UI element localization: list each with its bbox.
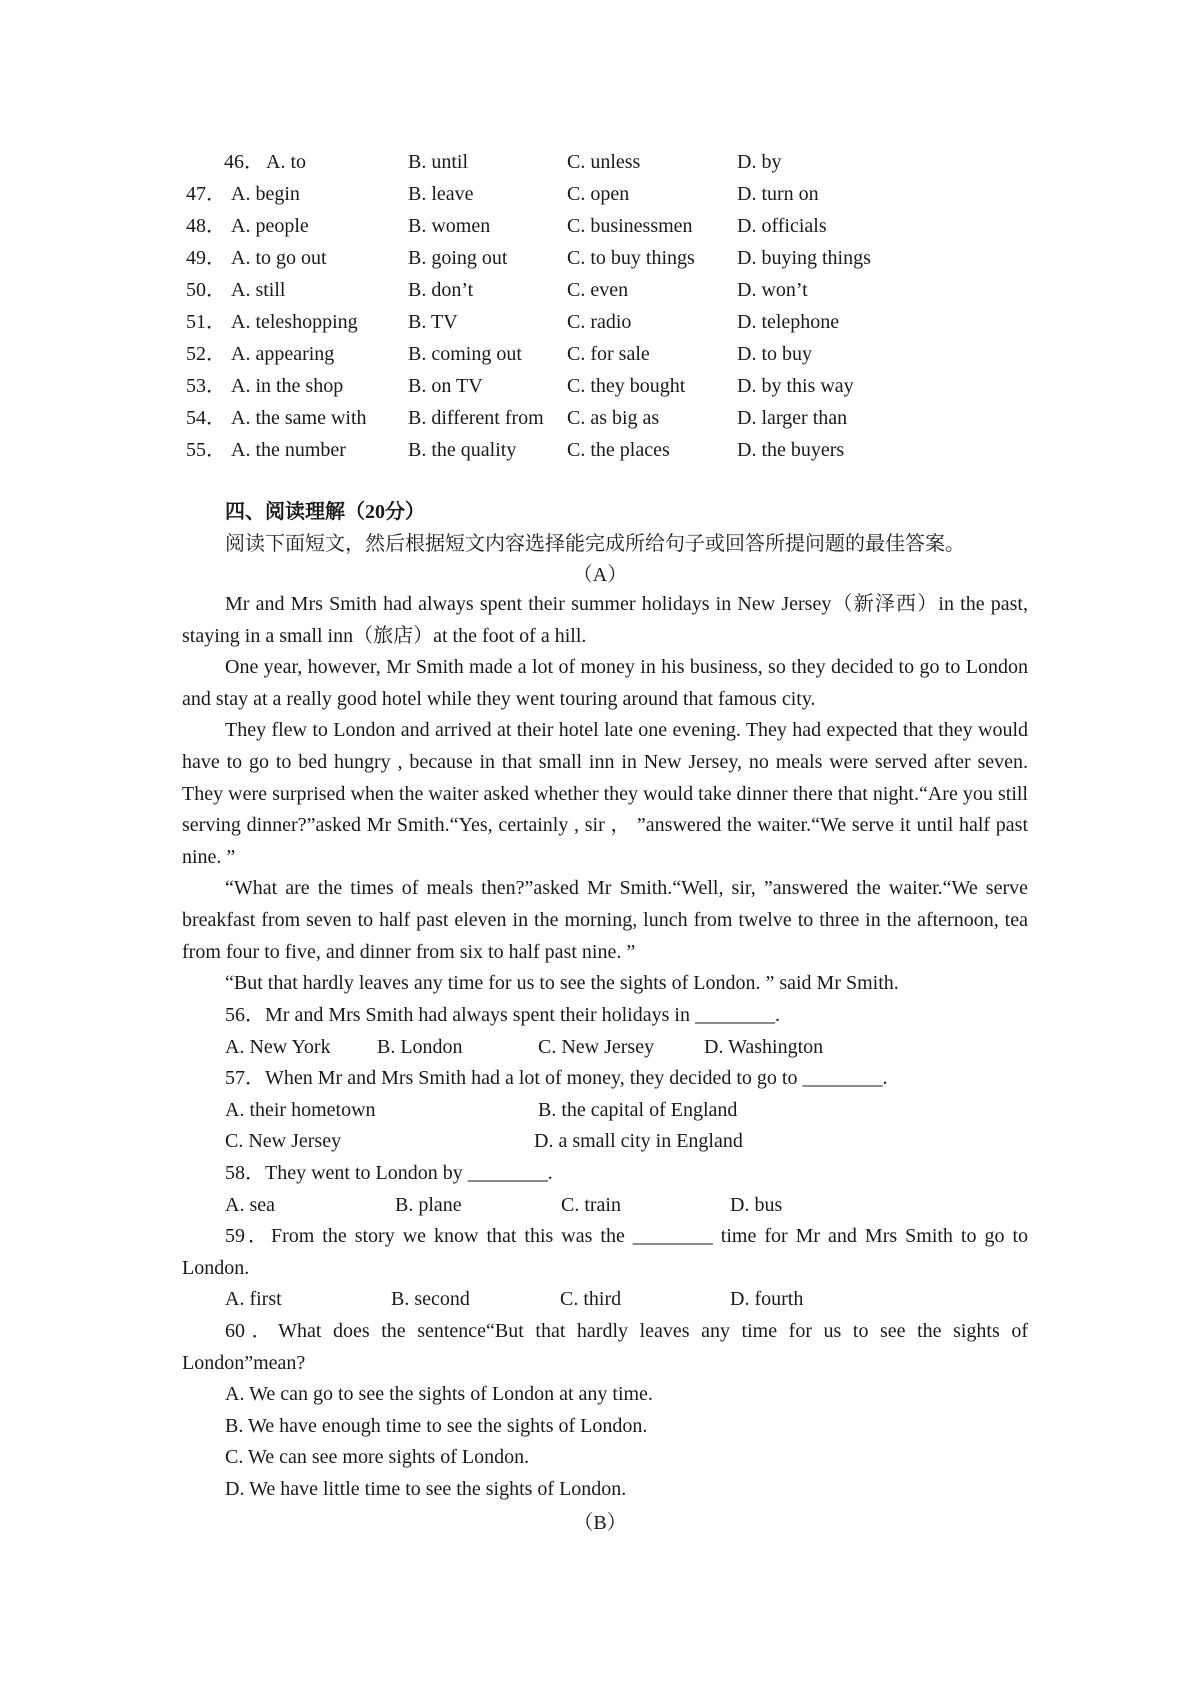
option-d: D. won’t [737,279,808,301]
question-number: 46． [224,151,264,173]
option-b: B. TV [408,311,458,333]
option-d: D. bus [730,1193,783,1216]
section-instruction: 阅读下面短文，然后根据短文内容选择能完成所给句子或回答所提问题的最佳答案。 [225,533,965,555]
question-58-options [182,1190,1028,1222]
question-number: 53． [186,375,226,397]
question-56: 56．Mr and Mrs Smith had always spent their holidays in ________. [225,1004,780,1026]
question-59-options [182,1284,1028,1316]
question-59: 59．From the story we know that this was the ________ time for Mr and Mrs Smith to go to London. [182,1225,1028,1279]
option-row [186,338,926,370]
passage-paragraph: One year, however, Mr Smith made a lot of money in his business, so they decided to go to London and stay at a really good hotel while they went touring around that famous city. [182,656,1028,710]
option-b: B. different from [408,407,544,429]
question-58: 58．They went to London by ________. [225,1161,553,1184]
passage-paragraph: Mr and Mrs Smith had always spent their summer holidays in New Jersey（新泽西）in the past, staying in a small inn（旅店）at the foot of a hill. [182,593,1028,647]
option-b: B. coming out [408,343,522,365]
option-d: D. larger than [737,407,848,429]
option-a: A. first [225,1288,282,1311]
question-number: 47． [186,183,226,205]
option-b: B. don’t [408,279,474,301]
question-number: 55． [186,439,226,461]
option-row [186,370,926,402]
option-b: B. the capital of England [538,1098,738,1121]
option-c: C. for sale [567,343,650,365]
option-d: D. telephone [737,311,840,333]
option-b: B. the quality [408,439,517,461]
option-b: B. on TV [408,375,483,397]
option-row [186,434,926,466]
option-c: C. businessmen [567,215,693,237]
option-a: A. appearing [231,343,335,365]
option-a: A. to [266,151,306,173]
option-b: B. We have enough time to see the sights of London. [225,1414,648,1437]
question-60: 60．What does the sentence“But that hardly leaves any time for us to see the sights of London”mean? [182,1319,1028,1374]
option-d: D. to buy [737,343,812,365]
option-a: A. begin [231,183,300,205]
option-a: A. the same with [231,407,367,429]
option-b: B. until [408,151,469,173]
question-number: 52． [186,343,226,365]
option-c: C. to buy things [567,247,695,269]
option-c: C. radio [567,311,632,333]
option-d: D. a small city in England [534,1130,743,1153]
option-c: C. New Jersey [225,1130,342,1153]
option-row [186,210,926,242]
option-a: A. New York [225,1035,331,1058]
option-b: B. going out [408,247,508,269]
option-c: C. train [561,1193,621,1216]
option-c: C. open [567,183,630,205]
option-a: A. teleshopping [231,311,358,333]
passage-paragraph: “But that hardly leaves any time for us to see the sights of London. ” said Mr Smith. [225,972,899,995]
question-number: 54． [186,407,226,429]
option-d: D. We have little time to see the sights of London. [225,1477,627,1500]
question-number: 50． [186,279,226,301]
option-a: A. sea [225,1193,275,1216]
question-57-options-cd [182,1126,1028,1158]
question-list [182,1000,1028,1506]
option-row [186,146,926,178]
question-number: 51． [186,311,226,333]
option-a: A. We can go to see the sights of London at any time. [225,1383,653,1406]
option-row [186,402,926,434]
option-c: C. as big as [567,407,660,429]
option-a: A. in the shop [231,375,344,397]
option-row [186,242,926,274]
option-d: D. fourth [730,1288,804,1311]
option-c: C. they bought [567,375,686,397]
passage-paragraph: They flew to London and arrived at their hotel late one evening. They had expected that they would have to go to bed hungry , because in that small inn in New Jersey, no meals were served after seven. They were surprised when the waiter asked whether they would take dinner there that night.“Are you still serving dinner?”asked Mr Smith.“Yes, certainly , sir ， ”answered the waiter.“We serve it until half past nine. ” [182,719,1028,868]
option-d: D. Washington [704,1035,824,1058]
option-c: C. even [567,279,629,301]
option-a: A. people [231,215,309,237]
option-c: C. third [560,1288,622,1311]
passage-label-a: （A） [572,564,628,586]
question-number: 48． [186,215,226,237]
option-c: C. We can see more sights of London. [225,1446,530,1469]
question-56-options [182,1032,1028,1064]
option-d: D. officials [737,215,827,237]
passage-paragraph: “What are the times of meals then?”asked Mr Smith.“Well, sir, ”answered the waiter.“We serve breakfast from seven to half past eleven in the morning, lunch from twelve to three in the afternoon, tea from four to five, and dinner from six to half past nine. ” [182,877,1028,963]
question-57: 57．When Mr and Mrs Smith had a lot of money, they decided to go to ________. [225,1067,888,1090]
option-a: A. the number [231,439,346,461]
option-b: B. second [391,1288,470,1311]
option-c: C. the places [567,439,670,461]
passage-label-b: （B） [573,1512,627,1534]
option-b: B. leave [408,183,474,205]
question-number: 49． [186,247,226,269]
option-c: C. unless [567,151,641,173]
option-a: A. their hometown [225,1098,376,1121]
option-a: A. to go out [231,247,327,269]
cloze-options-table [186,146,926,466]
section-title: 四、阅读理解（20分） [225,501,425,523]
option-b: B. plane [395,1193,462,1216]
option-b: B. London [377,1035,463,1058]
option-row [186,274,926,306]
option-d: D. buying things [737,247,871,269]
option-row [186,178,926,210]
reading-passage [182,589,1028,1000]
option-d: D. turn on [737,183,819,205]
option-c: C. New Jersey [538,1035,655,1058]
option-d: D. by this way [737,375,854,397]
option-row [186,306,926,338]
option-b: B. women [408,215,491,237]
option-a: A. still [231,279,286,301]
option-d: D. the buyers [737,439,845,461]
option-d: D. by [737,151,782,173]
question-57-options-ab [182,1095,1028,1127]
